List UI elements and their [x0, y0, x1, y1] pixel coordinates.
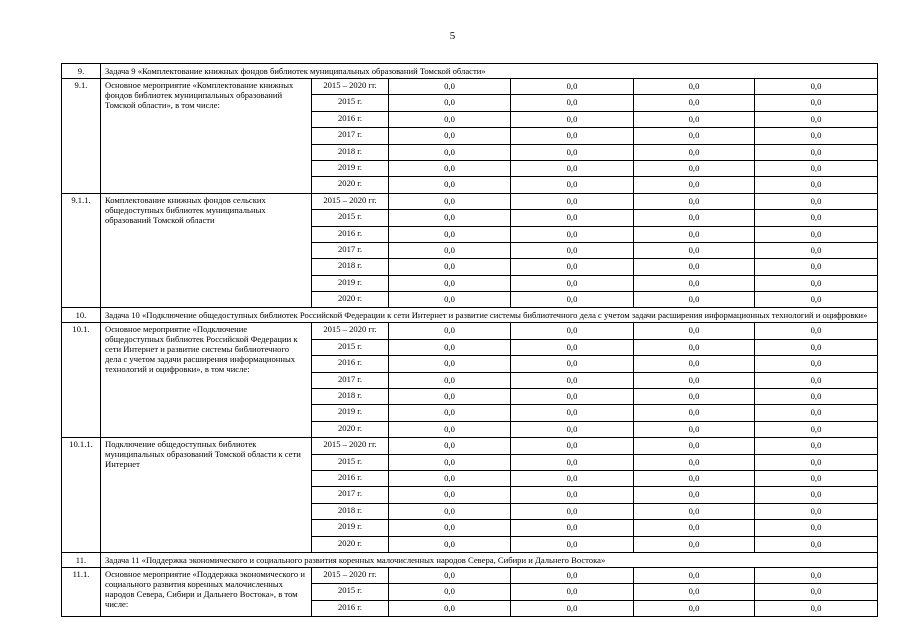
value-cell: 0,0 [755, 79, 878, 95]
value-cell: 0,0 [634, 95, 755, 111]
period-cell: 2019 г. [312, 160, 389, 176]
value-cell: 0,0 [634, 600, 755, 616]
value-cell: 0,0 [634, 111, 755, 127]
period-cell: 2018 г. [312, 389, 389, 405]
value-cell: 0,0 [634, 144, 755, 160]
value-cell: 0,0 [389, 128, 511, 144]
activity-description: Комплектование книжных фондов сельских общедоступных библиотек муниципальных образований Томской области [101, 193, 312, 308]
value-cell: 0,0 [755, 242, 878, 258]
period-cell: 2018 г. [312, 144, 389, 160]
task-number: 9. [62, 64, 101, 79]
table-row [62, 438, 878, 454]
value-cell: 0,0 [511, 210, 634, 226]
value-cell: 0,0 [755, 389, 878, 405]
value-cell: 0,0 [511, 275, 634, 291]
value-cell: 0,0 [511, 242, 634, 258]
period-cell: 2015 г. [312, 339, 389, 355]
activity-number: 10.1.1. [62, 438, 101, 553]
value-cell: 0,0 [389, 584, 511, 600]
value-cell: 0,0 [511, 95, 634, 111]
value-cell: 0,0 [634, 339, 755, 355]
period-cell: 2016 г. [312, 111, 389, 127]
period-cell: 2015 г. [312, 210, 389, 226]
value-cell: 0,0 [389, 242, 511, 258]
value-cell: 0,0 [511, 356, 634, 372]
value-cell: 0,0 [389, 323, 511, 339]
value-cell: 0,0 [755, 193, 878, 209]
period-cell: 2017 г. [312, 242, 389, 258]
task-row [62, 308, 878, 323]
value-cell: 0,0 [634, 520, 755, 536]
value-cell: 0,0 [511, 79, 634, 95]
value-cell: 0,0 [755, 95, 878, 111]
value-cell: 0,0 [755, 323, 878, 339]
value-cell: 0,0 [755, 584, 878, 600]
value-cell: 0,0 [511, 389, 634, 405]
value-cell: 0,0 [755, 210, 878, 226]
value-cell: 0,0 [634, 259, 755, 275]
value-cell: 0,0 [634, 454, 755, 470]
task-number: 10. [62, 308, 101, 323]
value-cell: 0,0 [755, 536, 878, 552]
value-cell: 0,0 [389, 339, 511, 355]
period-cell: 2015 г. [312, 454, 389, 470]
table-row [62, 79, 878, 95]
value-cell: 0,0 [511, 438, 634, 454]
period-cell: 2017 г. [312, 372, 389, 388]
value-cell: 0,0 [634, 356, 755, 372]
period-cell: 2016 г. [312, 356, 389, 372]
period-cell: 2019 г. [312, 405, 389, 421]
value-cell: 0,0 [634, 584, 755, 600]
value-cell: 0,0 [755, 111, 878, 127]
period-cell: 2015 – 2020 гг. [312, 79, 389, 95]
value-cell: 0,0 [634, 421, 755, 437]
value-cell: 0,0 [511, 292, 634, 308]
value-cell: 0,0 [755, 405, 878, 421]
value-cell: 0,0 [389, 454, 511, 470]
value-cell: 0,0 [634, 210, 755, 226]
value-cell: 0,0 [755, 487, 878, 503]
value-cell: 0,0 [755, 144, 878, 160]
value-cell: 0,0 [634, 292, 755, 308]
value-cell: 0,0 [634, 536, 755, 552]
value-cell: 0,0 [634, 160, 755, 176]
value-cell: 0,0 [511, 226, 634, 242]
period-cell: 2015 – 2020 гг. [312, 323, 389, 339]
value-cell: 0,0 [389, 356, 511, 372]
value-cell: 0,0 [389, 79, 511, 95]
value-cell: 0,0 [511, 487, 634, 503]
budget-table [61, 63, 878, 617]
value-cell: 0,0 [511, 111, 634, 127]
value-cell: 0,0 [389, 177, 511, 193]
value-cell: 0,0 [755, 128, 878, 144]
table-row [62, 193, 878, 209]
value-cell: 0,0 [634, 242, 755, 258]
value-cell: 0,0 [634, 567, 755, 583]
value-cell: 0,0 [634, 470, 755, 486]
value-cell: 0,0 [755, 160, 878, 176]
value-cell: 0,0 [511, 421, 634, 437]
period-cell: 2015 – 2020 гг. [312, 567, 389, 583]
value-cell: 0,0 [511, 372, 634, 388]
value-cell: 0,0 [755, 356, 878, 372]
period-cell: 2015 г. [312, 95, 389, 111]
value-cell: 0,0 [511, 454, 634, 470]
value-cell: 0,0 [389, 160, 511, 176]
value-cell: 0,0 [755, 470, 878, 486]
value-cell: 0,0 [755, 259, 878, 275]
value-cell: 0,0 [511, 470, 634, 486]
value-cell: 0,0 [389, 292, 511, 308]
value-cell: 0,0 [389, 144, 511, 160]
value-cell: 0,0 [389, 95, 511, 111]
task-row [62, 552, 878, 567]
task-title: Задача 9 «Комплектование книжных фондов библиотек муниципальных образований Томской области» [101, 64, 878, 79]
value-cell: 0,0 [755, 292, 878, 308]
activity-description: Подключение общедоступных библиотек муниципальных образований Томской области к сети Интернет [101, 438, 312, 553]
period-cell: 2019 г. [312, 275, 389, 291]
activity-description: Основное мероприятие «Подключение общедоступных библиотек Российской Федерации к сети Интернет и развитие системы библиотечного дела с учетом задачи расширения информационных технологий и оцифровки», в том числе: [101, 323, 312, 438]
period-cell: 2020 г. [312, 536, 389, 552]
value-cell: 0,0 [634, 323, 755, 339]
period-cell: 2019 г. [312, 520, 389, 536]
value-cell: 0,0 [511, 584, 634, 600]
period-cell: 2020 г. [312, 421, 389, 437]
value-cell: 0,0 [755, 177, 878, 193]
value-cell: 0,0 [389, 520, 511, 536]
value-cell: 0,0 [634, 193, 755, 209]
period-cell: 2017 г. [312, 128, 389, 144]
value-cell: 0,0 [389, 389, 511, 405]
period-cell: 2018 г. [312, 259, 389, 275]
value-cell: 0,0 [634, 226, 755, 242]
value-cell: 0,0 [755, 438, 878, 454]
value-cell: 0,0 [389, 275, 511, 291]
task-title: Задача 10 «Подключение общедоступных библиотек Российской Федерации к сети Интернет и развитие системы библиотечного дела с учетом задачи расширения информационных технологий и оцифровки» [101, 308, 878, 323]
period-cell: 2016 г. [312, 600, 389, 616]
value-cell: 0,0 [511, 259, 634, 275]
value-cell: 0,0 [389, 421, 511, 437]
value-cell: 0,0 [634, 405, 755, 421]
value-cell: 0,0 [755, 567, 878, 583]
activity-number: 9.1.1. [62, 193, 101, 308]
value-cell: 0,0 [389, 259, 511, 275]
value-cell: 0,0 [389, 226, 511, 242]
value-cell: 0,0 [755, 372, 878, 388]
period-cell: 2018 г. [312, 503, 389, 519]
task-title: Задача 11 «Поддержка экономического и социального развития коренных малочисленных народов Севера, Сибири и Дальнего Востока» [101, 552, 878, 567]
value-cell: 0,0 [389, 470, 511, 486]
task-row [62, 64, 878, 79]
value-cell: 0,0 [755, 503, 878, 519]
value-cell: 0,0 [389, 536, 511, 552]
value-cell: 0,0 [755, 421, 878, 437]
value-cell: 0,0 [755, 275, 878, 291]
period-cell: 2016 г. [312, 470, 389, 486]
value-cell: 0,0 [511, 520, 634, 536]
period-cell: 2017 г. [312, 487, 389, 503]
value-cell: 0,0 [634, 487, 755, 503]
value-cell: 0,0 [511, 339, 634, 355]
value-cell: 0,0 [634, 275, 755, 291]
value-cell: 0,0 [755, 454, 878, 470]
activity-number: 10.1. [62, 323, 101, 438]
value-cell: 0,0 [511, 503, 634, 519]
activity-description: Основное мероприятие «Поддержка экономического и социального развития коренных малочисленных народов Севера, Сибири и Дальнего Востока», в том числе: [101, 567, 312, 616]
activity-number: 9.1. [62, 79, 101, 194]
value-cell: 0,0 [389, 438, 511, 454]
value-cell: 0,0 [389, 372, 511, 388]
table-row [62, 567, 878, 583]
period-cell: 2015 – 2020 гг. [312, 438, 389, 454]
value-cell: 0,0 [389, 487, 511, 503]
value-cell: 0,0 [634, 372, 755, 388]
value-cell: 0,0 [511, 600, 634, 616]
period-cell: 2020 г. [312, 177, 389, 193]
value-cell: 0,0 [389, 111, 511, 127]
value-cell: 0,0 [755, 520, 878, 536]
value-cell: 0,0 [755, 339, 878, 355]
page-number: 5 [449, 30, 456, 42]
value-cell: 0,0 [755, 226, 878, 242]
value-cell: 0,0 [511, 193, 634, 209]
task-number: 11. [62, 552, 101, 567]
value-cell: 0,0 [634, 79, 755, 95]
value-cell: 0,0 [389, 600, 511, 616]
period-cell: 2015 – 2020 гг. [312, 193, 389, 209]
period-cell: 2016 г. [312, 226, 389, 242]
value-cell: 0,0 [511, 536, 634, 552]
value-cell: 0,0 [389, 503, 511, 519]
value-cell: 0,0 [389, 193, 511, 209]
value-cell: 0,0 [389, 405, 511, 421]
value-cell: 0,0 [634, 438, 755, 454]
value-cell: 0,0 [511, 567, 634, 583]
value-cell: 0,0 [389, 567, 511, 583]
value-cell: 0,0 [511, 160, 634, 176]
table-row [62, 323, 878, 339]
value-cell: 0,0 [511, 405, 634, 421]
value-cell: 0,0 [511, 128, 634, 144]
activity-number: 11.1. [62, 567, 101, 616]
table-body [62, 64, 878, 617]
value-cell: 0,0 [634, 177, 755, 193]
value-cell: 0,0 [511, 177, 634, 193]
value-cell: 0,0 [634, 503, 755, 519]
value-cell: 0,0 [389, 210, 511, 226]
activity-description: Основное мероприятие «Комплектование книжных фондов библиотек муниципальных образований Томской области», в том числе: [101, 79, 312, 194]
value-cell: 0,0 [511, 144, 634, 160]
value-cell: 0,0 [634, 128, 755, 144]
value-cell: 0,0 [755, 600, 878, 616]
value-cell: 0,0 [634, 389, 755, 405]
value-cell: 0,0 [511, 323, 634, 339]
period-cell: 2015 г. [312, 584, 389, 600]
period-cell: 2020 г. [312, 292, 389, 308]
